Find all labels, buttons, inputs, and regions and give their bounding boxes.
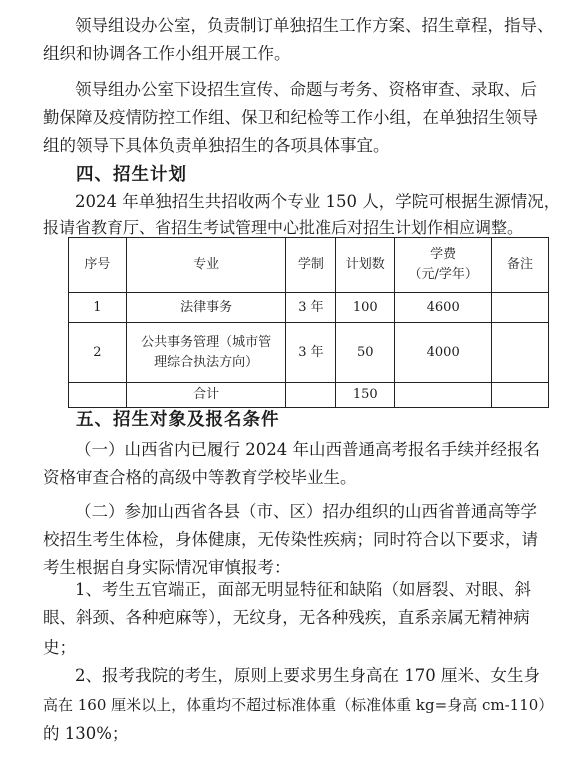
row-1-seq: 1 <box>69 293 127 323</box>
header-seq: 序号 <box>69 238 127 293</box>
header-fee-line-1: 学费 <box>430 247 457 262</box>
row-1-duration: 3 年 <box>286 293 336 323</box>
header-note: 备注 <box>492 238 549 293</box>
section-4-heading: 四、招生计划 <box>76 165 187 185</box>
header-count: 计划数 <box>336 238 395 293</box>
header-fee-line-2: （元/学年） <box>408 267 478 282</box>
p2-line-1: 领导组办公室下设招生宣传、命题与考务、资格审查、录取、后 <box>75 80 537 99</box>
row-2-major <box>126 323 286 383</box>
table-row <box>69 293 549 323</box>
row-2-major-line-1: 公共事务管理（城市管 <box>141 334 272 350</box>
table-header-row <box>69 238 549 293</box>
table-row <box>69 323 549 383</box>
header-duration: 学制 <box>286 238 336 293</box>
row-1-fee: 4600 <box>395 293 492 323</box>
total-fee <box>395 383 492 408</box>
p5-line-1: （二）参加山西省各县（市、区）招办组织的山西省普通高等学 <box>75 502 537 521</box>
p7-line-2: 高在 160 厘米以上，体重均不超过标准体重（标准体重 kg=身高 cm-110） <box>43 696 554 714</box>
p7-line-3: 的 130%； <box>43 724 129 743</box>
p3-line-1: 2024 年单独招生共招收两个专业 150 人，学院可根据生源情况， <box>75 192 561 211</box>
p1-line-1: 领导组设办公室，负责制订单独招生工作方案、招生章程，指导、 <box>75 16 554 35</box>
row-2-seq: 2 <box>69 323 127 383</box>
row-1-count: 100 <box>336 293 395 323</box>
total-duration <box>286 383 336 408</box>
row-1-major: 法律事务 <box>126 293 286 323</box>
row-2-duration: 3 年 <box>286 323 336 383</box>
header-fee <box>395 238 492 293</box>
p2-line-3: 组的领导下具体负责单独招生的各项具体事宜。 <box>43 136 390 155</box>
p4-line-2: 资格审查合格的高级中等教育学校毕业生。 <box>43 468 357 487</box>
p2-line-2: 勤保障及疫情防控工作组、保卫和纪检等工作小组，在单独招生领导 <box>43 108 538 127</box>
p5-line-2: 校招生考生体检，身体健康，无传染性疾病；同时符合以下要求，请 <box>43 530 538 549</box>
total-count: 150 <box>336 383 395 408</box>
p3-line-2: 报请省教育厅、省招生考试管理中心批准后对招生计划作相应调整。 <box>43 218 524 237</box>
row-2-fee: 4000 <box>395 323 492 383</box>
p7-line-1: 2、报考我院的考生，原则上要求男生身高在 170 厘米、女生身 <box>75 666 540 685</box>
p5-line-3: 考生根据自身实际情况审慎报考： <box>43 558 291 577</box>
total-label: 合计 <box>126 383 286 408</box>
section-5-heading: 五、招生对象及报名条件 <box>76 410 280 430</box>
header-major: 专业 <box>126 238 286 293</box>
row-2-major-line-2: 理综合执法方向） <box>154 354 259 370</box>
table-total-row <box>69 383 549 408</box>
p1-line-2: 组织和协调各工作小组开展工作。 <box>43 44 291 63</box>
total-seq <box>69 383 127 408</box>
row-1-note <box>492 293 549 323</box>
p6-line-1: 1、考生五官端正，面部无明显特征和缺陷（如唇裂、对眼、斜 <box>75 580 531 599</box>
row-2-count: 50 <box>336 323 395 383</box>
p4-line-1: （一）山西省内已履行 2024 年山西普通高考报名手续并经报名 <box>75 440 540 459</box>
total-note <box>492 383 549 408</box>
p6-line-2: 眼、斜颈、各种疤麻等），无纹身，无各种残疾，直系亲属无精神病 <box>43 608 530 627</box>
enrollment-plan-table <box>68 237 549 408</box>
row-2-note <box>492 323 549 383</box>
p6-line-3: 史； <box>43 638 76 657</box>
